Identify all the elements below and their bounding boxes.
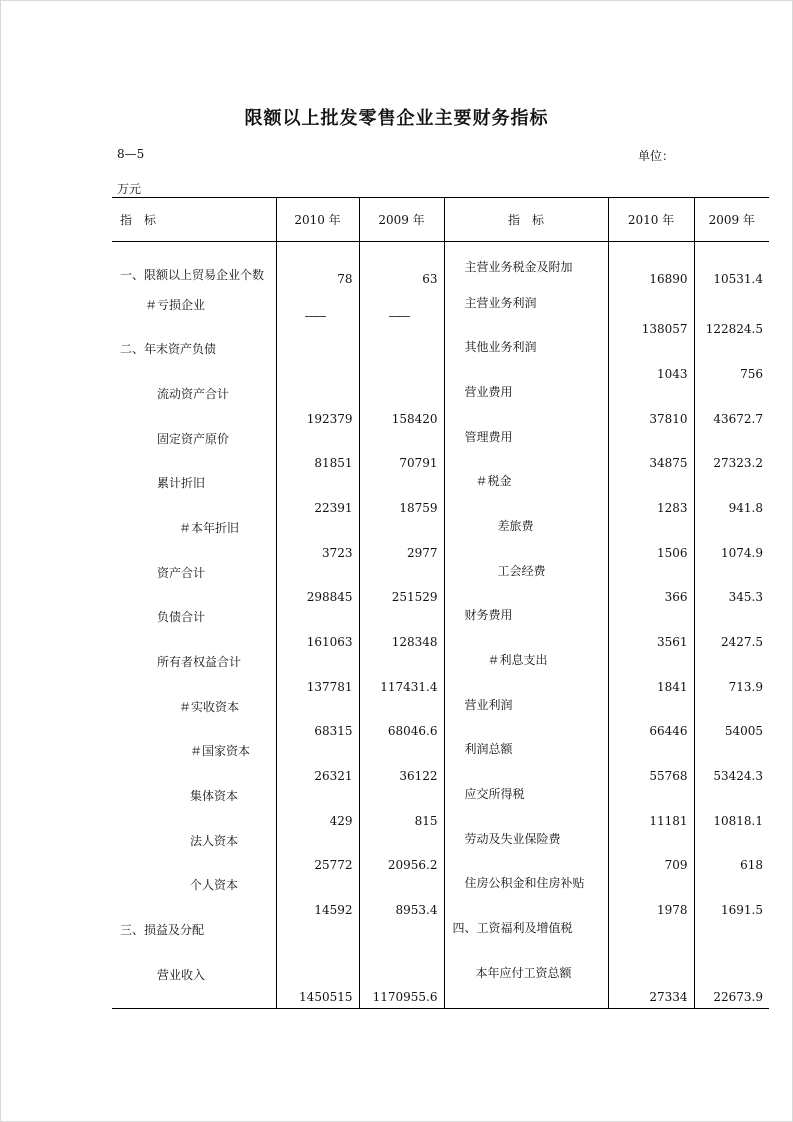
left-value-2009: 128348 xyxy=(359,606,444,651)
right-indicator-label: 住房公积金和住房补贴 xyxy=(444,874,608,919)
header-row xyxy=(112,198,769,242)
left-value-2010: 1450515 xyxy=(276,964,359,1009)
left-value-2010: 81851 xyxy=(276,428,359,473)
financial-indicators-table xyxy=(112,197,769,1009)
left-value-2010: 298845 xyxy=(276,562,359,607)
right-value-2009: 122824.5 xyxy=(705,322,763,337)
right-value-2009: 2427.5 xyxy=(721,635,763,649)
left-value-2009: 117431.4 xyxy=(359,651,444,696)
right-indicator-label: 应交所得税 xyxy=(444,785,608,830)
left-value-2009: 18759 xyxy=(359,472,444,517)
left-value-2010: 14592 xyxy=(276,874,359,919)
left-value-2010: —— xyxy=(276,294,359,339)
table-row xyxy=(112,383,769,428)
table-row xyxy=(112,338,769,383)
left-indicator-label: 累计折旧 xyxy=(112,472,276,517)
right-indicator-label: 营业费用 xyxy=(444,383,608,428)
left-value-2009: 251529 xyxy=(359,562,444,607)
table-code: 8—5 xyxy=(117,147,145,161)
table-row xyxy=(112,294,769,339)
table-row xyxy=(112,428,769,473)
right-value-2010: 1978 xyxy=(608,874,694,919)
left-value-2009: 63 xyxy=(359,242,444,294)
left-value-2010: 25772 xyxy=(276,830,359,875)
left-value-2009: 36122 xyxy=(359,740,444,785)
left-indicator-label: ＃亏损企业 xyxy=(112,294,276,339)
table-row xyxy=(112,740,769,785)
left-value-2010: 3723 xyxy=(276,517,359,562)
right-value-2009: 10531.4 xyxy=(713,271,763,286)
header-indicator-left: 指 标 xyxy=(112,198,276,242)
right-value-2009: 22673.9 xyxy=(713,990,763,1004)
header-2010-right: 2010 年 xyxy=(608,198,694,242)
right-value-2010: 11181 xyxy=(608,785,694,830)
left-value-2010: 192379 xyxy=(276,383,359,428)
left-value-2009: 20956.2 xyxy=(359,830,444,875)
left-indicator-label: ＃本年折旧 xyxy=(112,517,276,562)
table-row xyxy=(112,606,769,651)
left-indicator-label: 负债合计 xyxy=(112,606,276,651)
table-row xyxy=(112,651,769,696)
header-indicator-right: 指 标 xyxy=(444,198,608,242)
right-value-2009: 618 xyxy=(740,858,763,873)
right-value-2010: 37810 xyxy=(608,383,694,428)
left-value-2009: 1170955.6 xyxy=(359,964,444,1009)
right-value-2010: 1043 xyxy=(608,338,694,383)
left-value-2009: 2977 xyxy=(359,517,444,562)
left-value-2010: 429 xyxy=(276,785,359,830)
right-indicator-label: 其他业务利润 xyxy=(444,338,608,383)
table-row xyxy=(112,562,769,607)
right-indicator-label: 四、工资福利及增值税 xyxy=(444,919,608,964)
right-indicator-label: 利润总额 xyxy=(444,740,608,785)
right-indicator-label: ＃税金 xyxy=(444,472,608,517)
right-value-2010: 138057 xyxy=(608,294,694,339)
left-indicator-label: ＃国家资本 xyxy=(112,740,276,785)
left-indicator-label: 所有者权益合计 xyxy=(112,651,276,696)
left-value-2009 xyxy=(359,338,444,383)
left-indicator-label: 三、损益及分配 xyxy=(112,919,276,964)
right-value-2010: 66446 xyxy=(608,696,694,741)
left-indicator-label: 集体资本 xyxy=(112,785,276,830)
table-row xyxy=(112,696,769,741)
left-indicator-label: 营业收入 xyxy=(112,964,276,1009)
left-value-2009 xyxy=(359,919,444,964)
header-2009-right: 2009 年 xyxy=(694,198,769,242)
right-value-2010: 55768 xyxy=(608,740,694,785)
table-row xyxy=(112,785,769,830)
unit-label: 单位： xyxy=(638,149,675,163)
left-value-2010: 22391 xyxy=(276,472,359,517)
right-value-2009: 1691.5 xyxy=(721,903,763,918)
left-value-2010 xyxy=(276,338,359,383)
right-indicator-label: ＃利息支出 xyxy=(444,651,608,696)
right-indicator-label: 本年应付工资总额 xyxy=(444,964,608,1009)
right-value-2009: 54005 xyxy=(724,724,763,739)
left-indicator-label: ＃实收资本 xyxy=(112,696,276,741)
header-2010-left: 2010 年 xyxy=(276,198,359,242)
right-value-2009 xyxy=(694,919,769,964)
right-value-2009: 713.9 xyxy=(728,679,763,694)
right-indicator-label: 劳动及失业保险费 xyxy=(444,830,608,875)
right-value-2009: 43672.7 xyxy=(713,411,763,426)
right-indicator-label: 差旅费 xyxy=(444,517,608,562)
left-value-2010 xyxy=(276,919,359,964)
right-indicator-label: 管理费用 xyxy=(444,428,608,473)
right-value-2009: 941.8 xyxy=(728,500,763,515)
table-row xyxy=(112,919,769,964)
table-row xyxy=(112,242,769,294)
left-indicator-label: 资产合计 xyxy=(112,562,276,607)
right-indicator-label: 财务费用 xyxy=(444,606,608,651)
right-value-2010: 709 xyxy=(608,830,694,875)
right-value-2010: 27334 xyxy=(608,964,694,1009)
table-row xyxy=(112,874,769,919)
right-value-2010 xyxy=(608,919,694,964)
left-value-2010: 78 xyxy=(276,242,359,294)
right-value-2009: 1074.9 xyxy=(721,545,763,560)
right-value-2009: 756 xyxy=(740,366,763,381)
left-value-2010: 137781 xyxy=(276,651,359,696)
left-indicator-label: 固定资产原价 xyxy=(112,428,276,473)
table-row xyxy=(112,964,769,1009)
right-value-2010: 1283 xyxy=(608,472,694,517)
left-indicator-label: 法人资本 xyxy=(112,830,276,875)
left-value-2009: 70791 xyxy=(359,428,444,473)
right-value-2010: 16890 xyxy=(608,242,694,294)
left-value-2009: 815 xyxy=(359,785,444,830)
right-value-2010: 1506 xyxy=(608,517,694,562)
right-value-2010: 3561 xyxy=(608,606,694,651)
left-value-2009: 8953.4 xyxy=(359,874,444,919)
right-indicator-label: 主营业务税金及附加 xyxy=(444,242,608,294)
table-row xyxy=(112,517,769,562)
left-value-2009: —— xyxy=(359,294,444,339)
page-title: 限额以上批发零售企业主要财务指标 xyxy=(244,108,549,129)
right-value-2010: 1841 xyxy=(608,651,694,696)
left-indicator-label: 流动资产合计 xyxy=(112,383,276,428)
left-indicator-label: 个人资本 xyxy=(112,874,276,919)
left-indicator-label: 一、限额以上贸易企业个数 xyxy=(112,242,276,294)
right-indicator-label: 工会经费 xyxy=(444,562,608,607)
header-2009-left: 2009 年 xyxy=(359,198,444,242)
left-value-2009: 158420 xyxy=(359,383,444,428)
left-indicator-label: 二、年末资产负债 xyxy=(112,338,276,383)
right-value-2010: 366 xyxy=(608,562,694,607)
right-indicator-label: 主营业务利润 xyxy=(444,294,608,339)
left-value-2009: 68046.6 xyxy=(359,696,444,741)
right-value-2009: 27323.2 xyxy=(713,456,763,471)
left-value-2010: 26321 xyxy=(276,740,359,785)
table-row xyxy=(112,472,769,517)
left-value-2010: 68315 xyxy=(276,696,359,741)
table-row xyxy=(112,830,769,875)
right-value-2009: 345.3 xyxy=(728,590,763,605)
unit-value: 万元 xyxy=(117,182,142,196)
right-value-2009: 10818.1 xyxy=(713,813,763,828)
right-value-2009: 53424.3 xyxy=(713,769,763,784)
left-value-2010: 161063 xyxy=(276,606,359,651)
right-indicator-label: 营业利润 xyxy=(444,696,608,741)
right-value-2010: 34875 xyxy=(608,428,694,473)
